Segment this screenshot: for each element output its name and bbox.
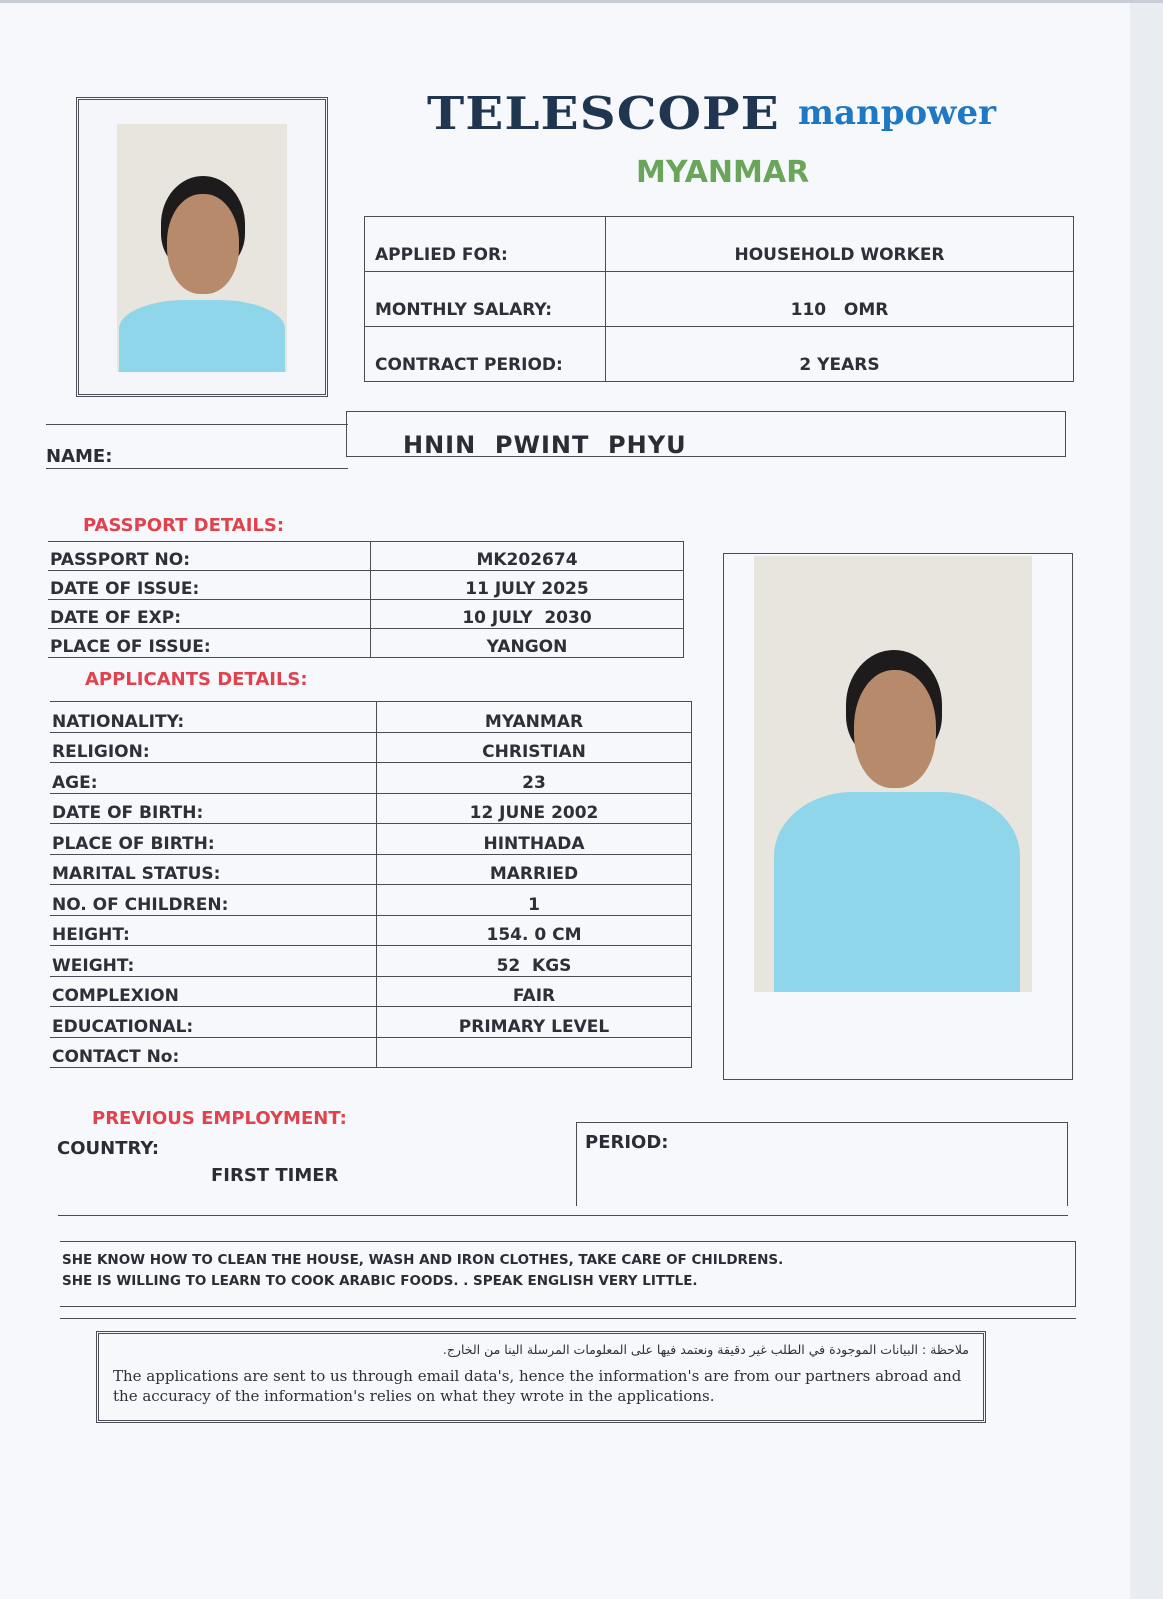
applicant-label: NO. OF CHILDREN: <box>50 885 377 916</box>
job-details-table <box>364 216 1074 382</box>
applicant-label: NATIONALITY: <box>50 702 377 733</box>
divider <box>46 424 348 425</box>
table-row <box>50 1007 692 1038</box>
job-label: APPLIED FOR: <box>365 217 606 272</box>
applicant-value: 154. 0 CM <box>377 915 692 946</box>
applicant-value: 12 JUNE 2002 <box>377 793 692 824</box>
table-row <box>48 629 684 658</box>
previous-section-title: PREVIOUS EMPLOYMENT: <box>92 1108 347 1129</box>
passport-value: YANGON <box>371 629 684 658</box>
table-row <box>50 854 692 885</box>
applicant-label: CONTACT No: <box>50 1037 377 1068</box>
disclaimer-box <box>96 1331 986 1423</box>
page-edge <box>1130 0 1163 1599</box>
applicant-value: MARRIED <box>377 854 692 885</box>
disclaimer-english: The applications are sent to us through email data's, hence the information's are from our partners abroad and the accuracy of the information's relies on what they wrote in the applications. <box>113 1367 962 1405</box>
passport-value: 10 JULY 2030 <box>371 600 684 629</box>
applicant-section-title: APPLICANTS DETAILS: <box>85 669 308 690</box>
job-label: CONTRACT PERIOD: <box>365 327 606 382</box>
table-row <box>50 824 692 855</box>
passport-section-title: PASSPORT DETAILS: <box>83 515 285 536</box>
passport-value: MK202674 <box>371 542 684 571</box>
passport-label: DATE OF ISSUE: <box>48 571 371 600</box>
table-row <box>50 702 692 733</box>
table-row <box>50 793 692 824</box>
disclaimer-arabic: ملاحظة : البيانات الموجودة في الطلب غير دقيقة ونعتمد فيها على المعلومات المرسلة الينا من الخارج. <box>442 1342 969 1357</box>
applicant-value: MYANMAR <box>377 702 692 733</box>
applicant-label: AGE: <box>50 763 377 794</box>
applicant-value: 23 <box>377 763 692 794</box>
table-row <box>50 946 692 977</box>
passport-label: PLACE OF ISSUE: <box>48 629 371 658</box>
table-row <box>50 1037 692 1068</box>
passport-photo-frame <box>76 97 328 397</box>
brand-name: TELESCOPE <box>427 86 780 141</box>
divider <box>58 1215 1068 1216</box>
table-row <box>365 217 1074 272</box>
applicant-passport-photo <box>117 124 287 372</box>
passport-label: PASSPORT NO: <box>48 542 371 571</box>
passport-label: DATE OF EXP: <box>48 600 371 629</box>
table-row <box>50 976 692 1007</box>
applicant-value <box>377 1037 692 1068</box>
applicant-details-table <box>50 701 692 1068</box>
name-label: NAME: <box>46 446 113 467</box>
applicant-value: HINTHADA <box>377 824 692 855</box>
applicant-name: HNIN PWINT PHYU <box>403 431 687 459</box>
table-row <box>50 915 692 946</box>
full-photo-frame <box>723 553 1073 1080</box>
passport-value: 11 JULY 2025 <box>371 571 684 600</box>
job-value: 110 OMR <box>606 272 1074 327</box>
period-label: PERIOD: <box>585 1132 669 1153</box>
applicant-full-photo <box>754 556 1032 992</box>
applicant-label: HEIGHT: <box>50 915 377 946</box>
job-value: HOUSEHOLD WORKER <box>606 217 1074 272</box>
applicant-value: FAIR <box>377 976 692 1007</box>
applicant-value: CHRISTIAN <box>377 732 692 763</box>
notes-line: SHE KNOW HOW TO CLEAN THE HOUSE, WASH AND IRON CLOTHES, TAKE CARE OF CHILDRENS. <box>62 1252 784 1268</box>
table-row <box>50 732 692 763</box>
applicant-value: 1 <box>377 885 692 916</box>
applicant-value: 52 KGS <box>377 946 692 977</box>
table-row <box>365 327 1074 382</box>
country-title: MYANMAR <box>636 155 810 190</box>
previous-country-value: FIRST TIMER <box>211 1165 339 1186</box>
applicant-value: PRIMARY LEVEL <box>377 1007 692 1038</box>
notes-line: SHE IS WILLING TO LEARN TO COOK ARABIC FOODS. . SPEAK ENGLISH VERY LITTLE. <box>62 1273 698 1289</box>
country-label: COUNTRY: <box>57 1138 160 1159</box>
table-row <box>50 763 692 794</box>
applicant-label: WEIGHT: <box>50 946 377 977</box>
divider <box>60 1318 1076 1319</box>
applicant-label: DATE OF BIRTH: <box>50 793 377 824</box>
applicant-label: RELIGION: <box>50 732 377 763</box>
applicant-label: COMPLEXION <box>50 976 377 1007</box>
table-row <box>48 571 684 600</box>
divider <box>46 468 348 469</box>
job-label: MONTHLY SALARY: <box>365 272 606 327</box>
table-row <box>50 885 692 916</box>
applicant-label: EDUCATIONAL: <box>50 1007 377 1038</box>
job-value: 2 YEARS <box>606 327 1074 382</box>
top-scan-line <box>0 0 1163 3</box>
table-row <box>48 542 684 571</box>
table-row <box>48 600 684 629</box>
brand-subtitle: manpower <box>798 93 996 133</box>
passport-details-table <box>48 541 684 658</box>
skills-notes <box>60 1241 1076 1307</box>
applicant-label: MARITAL STATUS: <box>50 854 377 885</box>
applicant-label: PLACE OF BIRTH: <box>50 824 377 855</box>
table-row <box>365 272 1074 327</box>
